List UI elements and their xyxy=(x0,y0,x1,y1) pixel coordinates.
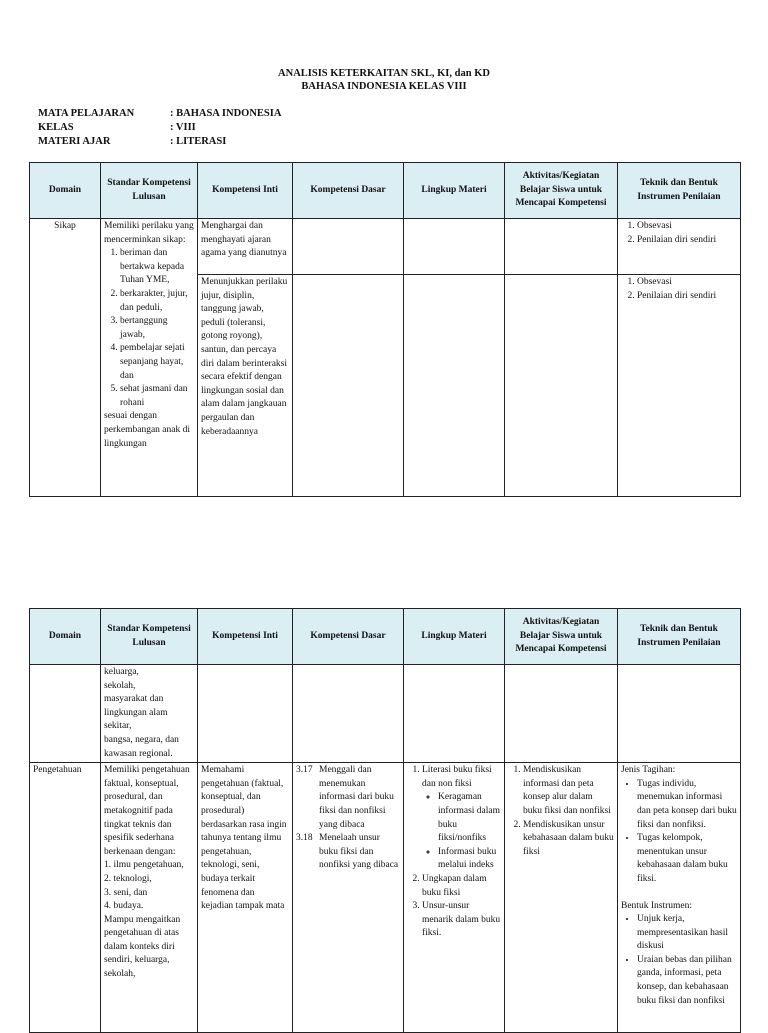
header-teknik: Teknik dan Bentuk Instrumen Penilaian xyxy=(618,609,741,665)
aktivitas-pengetahuan: 1. Mendiskusikan informasi dan peta konsep alur dalam buku fiksi dan nonfiksi 2. Mendiskusikan unsur kebahasaan dalam buku fiksi xyxy=(505,763,618,1033)
header-aktivitas: Aktivitas/Kegiatan Belajar Siswa untuk Mencapai Kompetensi xyxy=(505,609,618,665)
header-ki: Kompetensi Inti xyxy=(198,163,293,219)
analysis-table-page-2 xyxy=(29,608,741,1033)
header-domain: Domain xyxy=(30,163,101,219)
header-teknik: Teknik dan Bentuk Instrumen Penilaian xyxy=(618,163,741,219)
header-skl: Standar Kompetensi Lulusan xyxy=(101,609,198,665)
meta-row-subject: MATA PELAJARAN : BAHASA INDONESIA xyxy=(38,108,282,119)
table-row xyxy=(30,763,741,1033)
skl-pengetahuan: Memiliki pengetahuan faktual, konseptual, prosedural, dan metakognitif pada tingkat teknis dan spesifik sederhana berkenaan dengan: 1. ilmu pengetahuan, 2. teknologi, 3. seni, dan 4. budaya. Mampu mengaitkan pengetahuan di atas dalam konteks diri sendiri, keluarga, sekolah, xyxy=(101,763,198,1033)
table-header-row xyxy=(30,163,741,219)
kd-sikap-1 xyxy=(293,219,404,275)
meta-row-material: MATERI AJAR : LITERASI xyxy=(38,136,227,147)
header-ki: Kompetensi Inti xyxy=(198,609,293,665)
kd-pengetahuan xyxy=(293,763,404,1033)
skl-sikap: Memiliki perilaku yang mencerminkan sikap: 1. beriman dan bertakwa kepada Tuhan YME, 2. berkarakter, jujur, dan peduli, 3. bertanggung jawab, 4. pembelajar sejati sepanjang hayat, dan 5. sehat jasmani dan rohani sesuai dengan perkembangan anak di lingkungan xyxy=(101,219,198,497)
lingkup-pengetahuan: 1. Literasi buku fiksi dan non fiksi ◦ Keragaman informasi dalam buku fiksi/nonfiks ◦ Informasi buku melalui indeks 2. Ungkapan dalam buku fiksi 3. Unsur-unsur menarik dalam buku fiksi. xyxy=(404,763,505,1033)
kd-item: 3.18 Menelaah unsur buku fiksi dan nonfiksi yang dibaca xyxy=(296,833,399,871)
aktivitas-sikap-1 xyxy=(505,219,618,275)
header-domain: Domain xyxy=(30,609,101,665)
kd-item: 3.17 Menggali dan menemukan informasi dari buku fiksi dan nonfiksi yang dibaca xyxy=(296,765,394,830)
header-kd: Kompetensi Dasar xyxy=(293,609,404,665)
ki-sikap-2: Menunjukkan perilaku jujur, disiplin, tanggung jawab, peduli (toleransi, gotong royong), santun, dan percaya diri dalam berinteraksi secara efektif dengan lingkungan sosial dan alam dalam jangkauan pergaulan dan keberadaannya xyxy=(198,275,293,497)
skl-continued: keluarga, sekolah, masyarakat dan lingkungan alam sekitar, bangsa, negara, dan kawasan regional. xyxy=(101,665,198,763)
ki-pengetahuan: Memahami pengetahuan (faktual, konseptual, dan prosedural) berdasarkan rasa ingin tahunya tentang ilmu pengetahuan, teknologi, seni, budaya terkait fenomena dan kejadian tampak mata xyxy=(198,763,293,1033)
header-lingkup: Lingkup Materi xyxy=(404,163,505,219)
meta-row-class: KELAS : VIII xyxy=(38,122,196,133)
aktivitas-sikap-2 xyxy=(505,275,618,497)
title-line-2: BAHASA INDONESIA KELAS VIII xyxy=(301,81,467,92)
kd-sikap-2 xyxy=(293,275,404,497)
analysis-table-page-1 xyxy=(29,162,741,497)
domain-continued xyxy=(30,665,101,763)
teknik-sikap-1: 1. Obsevasi 2. Penilaian diri sendiri xyxy=(618,219,741,275)
lingkup-sikap-2 xyxy=(404,275,505,497)
domain-sikap: Sikap xyxy=(30,219,101,497)
teknik-pengetahuan: Jenis Tagihan: • Tugas individu, menemukan informasi dan peta konsep dari buku fiksi dan nonfiksi. • Tugas kelompok, menentukan unsur kebahasaan dalam buku fiksi. Bentuk Instrumen: • Unjuk kerja, mempresentasikan hasil diskusi • Uraian bebas dan pilihan ganda, informasi, peta konsep, dan kebahasaan buku fiksi dan nonfiksi xyxy=(618,763,741,1033)
header-skl: Standar Kompetensi Lulusan xyxy=(101,163,198,219)
table-row xyxy=(30,219,741,275)
header-aktivitas: Aktivitas/Kegiatan Belajar Siswa untuk Mencapai Kompetensi xyxy=(505,163,618,219)
table-row xyxy=(30,665,741,763)
teknik-sikap-2: 1. Obsevasi 2. Penilaian diri sendiri xyxy=(618,275,741,497)
header-kd: Kompetensi Dasar xyxy=(293,163,404,219)
ki-sikap-1: Menghargai dan menghayati ajaran agama yang dianutnya xyxy=(198,219,293,275)
title-line-1: ANALISIS KETERKAITAN SKL, KI, dan KD xyxy=(278,68,490,79)
lingkup-sikap-1 xyxy=(404,219,505,275)
header-lingkup: Lingkup Materi xyxy=(404,609,505,665)
domain-pengetahuan: Pengetahuan xyxy=(30,763,101,1033)
meta-info xyxy=(38,107,281,149)
document-title xyxy=(0,67,768,93)
table-header-row xyxy=(30,609,741,665)
